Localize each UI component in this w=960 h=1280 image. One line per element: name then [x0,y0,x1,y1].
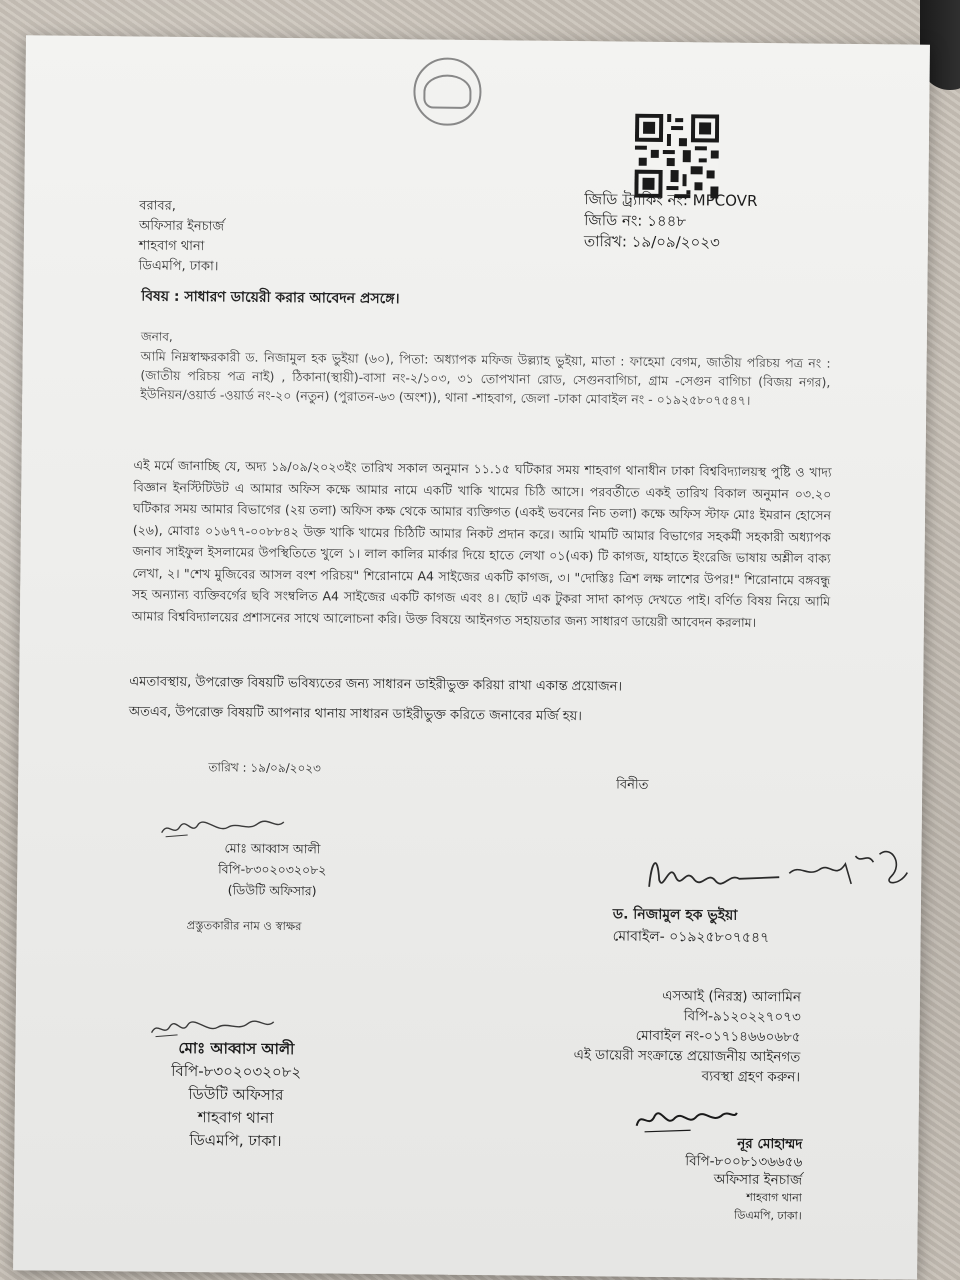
police-seal-icon [413,57,482,126]
si-note: ব্যবস্থা গ্রহণ করুন। [701,1068,801,1086]
oc-dmp: ডিএমপি, ঢাকা। [734,1208,802,1223]
duty-officer-station: শাহবাগ থানা [197,1108,274,1127]
recipient-line: বরাবর, [139,198,177,214]
applicant-signature-icon [629,832,920,905]
recipient-line: শাহবাগ থানা [138,238,205,255]
sub-inspector-block [575,985,801,1087]
duty-officer-dmp: ডিএমপি, ঢাকা। [189,1131,282,1151]
request-paragraph: এমতাবস্থায়, উপরোক্ত বিষয়টি ভবিষ্যতের জন্য সাধারন ডাইরীভুক্ত করিয়া রাখা একান্ত প্রয়োজন। [129,674,623,695]
applicant-block [613,903,770,949]
prepared-by-label: প্রস্তুতকারীর নাম ও স্বাক্ষর [186,917,302,934]
gd-tracking-number: জিডি ট্র্যাকিং নং: MPCOVR [584,190,758,210]
gd-number: জিডি নং: ১৪৪৮ [584,211,687,231]
duty-officer-name: মোঃ আব্বাস আলী [178,1038,295,1059]
gd-date: তারিখ: ১৯/০৯/২০২৩ [583,232,720,252]
recipient-line: অফিসার ইনচার্জ [138,218,225,235]
incident-paragraph: এই মর্মে জানাচ্ছি যে, অদ্য ১৯/০৯/২০২৩ইং তারিখ সকাল অনুমান ১১.১৫ ঘটিকার সময় শাহবাগ থানাধীন ঢাকা বিশ্ববিদ্যালয়স্থ পুষ্টি ও খাদ্য বিজ্ঞান ইনস্টিটিউট এ আমার অফিস কক্ষে আমার নামে একটি খাকি খামের চিঠি আসে। পরবর্তীতে একই তারিখ বিকাল অনুমান ০৩.২০ ঘটিকার সময় আমার বিভাগের (২য় তলা) অফিস কক্ষ থেকে আমার ব্যক্তিগত (একই ভবনের নিচ তলা) কক্ষে অফিস স্টাফ মোঃ ইমরান হোসেন (২৬), মোবাঃ ০১৬৭৭-০০৮৮৪২ উক্ত খাকি খামের চিঠিটি আমার নিকট প্রদান করে। আমি খামটি আমার বিভাগের সহকর্মী সহকারী অধ্যাপক জনাব সাইফুল ইসলামের উপস্থিতিতে খুলে ১। লাল কালির মার্কার দিয়ে হাতে লেখা ০১(এক) টি কাগজ, যাহাতে ইংরেজি ভাষায় অশ্লীল বাক্য লেখা, ২। "শেখ মুজিবের আসল বংশ পরিচয়" শিরোনামে A4 সাইজের একটি কাগজ, ৩। "দোস্তিঃ ত্রিশ লক্ষ লাশের উপর!" শিরোনামে বঙ্গবন্ধু সহ অন্যান্য ব্যক্তিবর্গের ছবি সংম্বলিত A4 সাইজের একটি কাগজ এবং ৪। ছোট এক টুকরা সাদা কাপড় দেখতে পাই। বর্ণিত বিষয় নিয়ে আমি আমার বিশ্ববিদ্যালয়ের প্রশাসনের সাথে আলোচনা করি। উক্ত বিষয়ে আইনগত সহায়তার জন্য সাধারণ ডায়েরী আবেদন করলাম। [131,457,832,630]
duty-officer-role: (ডিউটি অফিসার) [227,882,317,899]
closing-paragraph: অতএব, উপরোক্ত বিষয়টি আপনার থানায় সাধারন ডাইরীভুক্ত করিতে জনাবের মর্জি হয়। [128,704,582,725]
recipient-address [139,196,225,277]
si-name: এসআই (নিরস্ত্র) আলামিন [662,987,802,1006]
officer-in-charge-block [582,1133,803,1225]
oc-name: নূর মোহাম্মদ [737,1135,803,1153]
oc-role: অফিসার ইনচার্জ [713,1171,803,1189]
duty-officer-bp: বিপি-৮৩০২০৩২০৮২ [218,861,327,878]
officer-in-charge-signature-icon [631,1102,741,1137]
recipient-line: ডিএমপি, ঢাকা। [138,258,219,275]
duty-officer-stamp-block [150,1037,321,1154]
gd-tracking-block [584,189,758,254]
duty-officer-bp: বিপি-৮৩০২০৩২০৮২ [171,1061,302,1082]
duty-officer-block [187,837,358,902]
duty-officer-name: মোঃ আব্বাস আলী [224,840,321,857]
application-date: তারিখ : ১৯/০৯/২০২৩ [208,760,321,776]
oc-bp: বিপি-৮০০৮১৩৬৬৫৬ [685,1153,803,1171]
yours-faithfully: বিনীত [616,777,649,793]
si-bp: বিপি-৯১২০২২৭০৭৩ [683,1008,801,1026]
applicant-mobile: মোবাইল- ০১৯২৫৮০৭৫৪৭ [612,928,770,947]
si-note: এই ডায়েরী সংক্রান্তে প্রয়োজনীয় আইনগত [573,1047,801,1066]
oc-station: শাহবাগ থানা [746,1190,802,1205]
document-page [13,35,930,1279]
qr-code-icon [634,114,719,199]
applicant-name: ড. নিজামুল হক ভুইয়া [612,906,738,924]
subject-line: বিষয় : সাধারণ ডায়েরী করার আবেদন প্রসঙ্গে। [141,288,400,308]
duty-officer-role: ডিউটি অফিসার [188,1085,284,1105]
salutation: জনাব, [140,329,173,344]
si-mobile: মোবাইল নং-০১৭১৪৬৬০৬৮৫ [635,1027,801,1046]
applicant-details-paragraph: আমি নিম্নস্বাক্ষরকারী ড. নিজামুল হক ভুইয়া (৬০), পিতা: অধ্যাপক মফিজ উল্ল্যাহ ভুইয়া, মাতা : ফাহেমা বেগম, জাতীয় পরিচয় পত্র নং : (জাতীয় পরিচয় পত্র নাই) , ঠিকানা(স্থায়ী)-বাসা নং-২/১০৩, ৩১ তোপখানা রোড, সেগুনবাগিচা, গ্রাম -সেগুন বাগিচা (বিজয় নগর), ইউনিয়ন/ওয়ার্ড -ওয়ার্ড নং-২০ (নতুন) (পুরাতন-৬৩ (অংশ)), থানা -শাহবাগ, জেলা -ঢাকা মোবাইল নং - ০১৯২৫৮০৭৫৪৭। [140,348,831,408]
